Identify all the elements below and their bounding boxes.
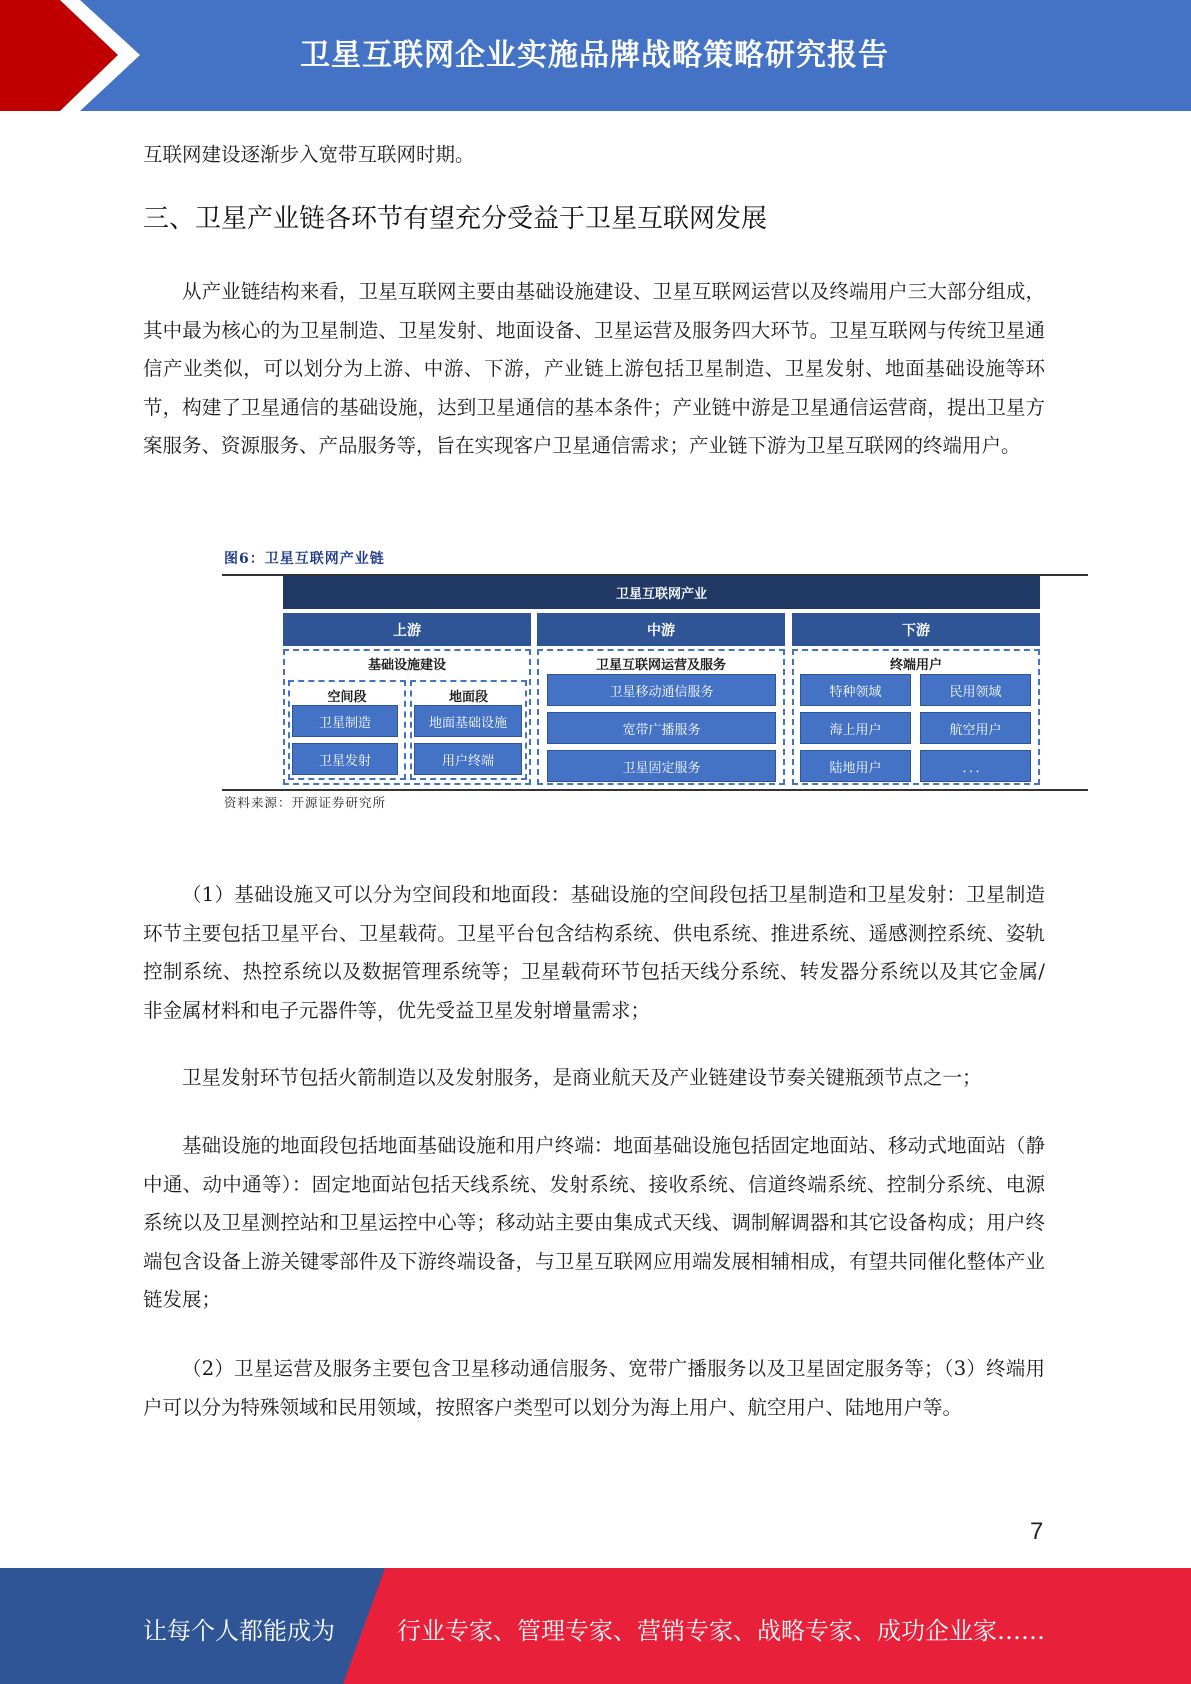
header-chevron-decoration <box>0 0 150 111</box>
chain-item: 卫星制造 <box>292 705 398 737</box>
paragraph-3: 卫星发射环节包括火箭制造以及发射服务，是商业航天及产业链建设节奏关键瓶颈节点之一； <box>182 1066 982 1089</box>
chain-item: 用户终端 <box>414 743 522 775</box>
figure-bottom-rule <box>222 789 1088 791</box>
page-number: 7 <box>1030 1518 1044 1545</box>
page-header <box>0 0 1191 111</box>
column-upstream: 上游 <box>283 613 531 646</box>
midstream-group-label: 卫星互联网运营及服务 <box>595 658 726 673</box>
upstream-group-label: 基础设施建设 <box>367 658 446 673</box>
intro-line: 互联网建设逐渐步入宽带互联网时期。 <box>143 143 475 166</box>
column-downstream: 下游 <box>792 613 1040 646</box>
section-heading: 三、卫星产业链各环节有望充分受益于卫星互联网发展 <box>143 204 768 234</box>
chain-item: 特种领域 <box>800 674 911 706</box>
column-midstream: 中游 <box>537 613 785 646</box>
figure-caption: 图6：卫星互联网产业链 <box>224 551 385 567</box>
page-footer <box>0 1568 1191 1684</box>
chain-item: 卫星固定服务 <box>547 750 776 782</box>
paragraph-5: （2）卫星运营及服务主要包含卫星移动通信服务、宽带广播服务以及卫星固定服务等；（3）终端用户可以分为特殊领域和民用领域，按照客户类型可以划分为海上用户、航空用户、陆地用户等。 <box>143 1357 1045 1419</box>
chain-item: 陆地用户 <box>800 750 911 782</box>
chain-item: 卫星移动通信服务 <box>547 674 776 706</box>
chain-item: 航空用户 <box>920 712 1031 744</box>
footer-slogan-left: 让每个人都能成为 <box>143 1617 335 1645</box>
downstream-group-label: 终端用户 <box>889 658 942 673</box>
paragraph-1: 从产业链结构来看，卫星互联网主要由基础设施建设、卫星互联网运营以及终端用户三大部分组成，其中最为核心的为卫星制造、卫星发射、地面设备、卫星运营及服务四大环节。卫星互联网与传统卫星通信产业类似，可以划分为上游、中游、下游，产业链上游包括卫星制造、卫星发射、地面基础设施等环节，构建了卫星通信的基础设施，达到卫星通信的基本条件；产业链中游是卫星通信运营商，提出卫星方案服务、资源服务、产品服务等，旨在实现客户卫星通信需求；产业链下游为卫星互联网的终端用户。 <box>143 280 1045 457</box>
footer-slogan-right: 行业专家、管理专家、营销专家、战略专家、成功企业家…… <box>397 1617 1045 1645</box>
chain-item: ．．． <box>920 750 1031 782</box>
paragraph-4: 基础设施的地面段包括地面基础设施和用户终端：地面基础设施包括固定地面站、移动式地面站（静中通、动中通等）：固定地面站包括天线系统、发射系统、接收系统、信道终端系统、控制分系统、电源系统以及卫星测控站和卫星运控中心等；移动站主要由集成式天线、调制解调器和其它设备构成；用户终端包含设备上游关键零部件及下游终端设备，与卫星互联网应用端发展相辅相成，有望共同催化整体产业链发展； <box>143 1134 1045 1311</box>
chain-item: 宽带广播服务 <box>547 712 776 744</box>
space-segment-label: 空间段 <box>327 690 367 705</box>
figure-source: 资料来源：开源证券研究所 <box>224 795 387 810</box>
industry-header-box: 卫星互联网产业 <box>283 576 1040 609</box>
paragraph-2: （1）基础设施又可以分为空间段和地面段：基础设施的空间段包括卫星制造和卫星发射：卫星制造环节主要包括卫星平台、卫星载荷。卫星平台包含结构系统、供电系统、推进系统、遥感测控系统、姿轨控制系统、热控系统以及数据管理系统等；卫星载荷环节包括天线分系统、转发器分系统以及其它金属/非金属材料和电子元器件等，优先受益卫星发射增量需求； <box>143 883 1045 1022</box>
chain-item: 卫星发射 <box>292 743 398 775</box>
chain-item: 民用领域 <box>920 674 1031 706</box>
header-title: 卫星互联网企业实施品牌战略策略研究报告 <box>300 38 889 73</box>
chain-item: 地面基础设施 <box>414 705 522 737</box>
ground-segment-label: 地面段 <box>448 690 488 705</box>
chain-item: 海上用户 <box>800 712 911 744</box>
